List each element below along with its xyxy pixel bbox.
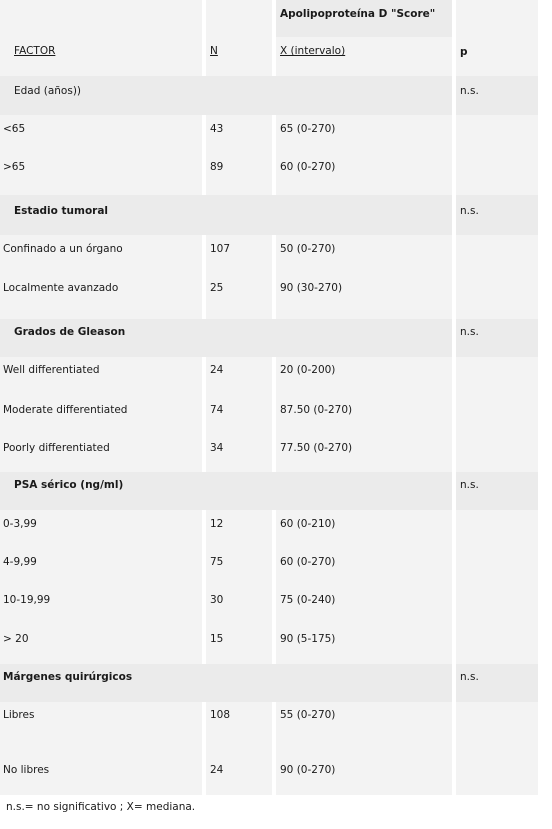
group-p-value: n.s. bbox=[460, 85, 479, 97]
row-n: 15 bbox=[210, 633, 224, 645]
group-header-row bbox=[0, 76, 538, 115]
group-p-value: n.s. bbox=[460, 326, 479, 338]
row-factor: Confinado a un órgano bbox=[3, 243, 123, 255]
row-score: 55 (0-270) bbox=[280, 709, 336, 721]
group-p-value: n.s. bbox=[460, 205, 479, 217]
row-score: 75 (0-240) bbox=[280, 594, 336, 606]
row-n: 108 bbox=[210, 709, 231, 721]
row-score: 90 (0-270) bbox=[280, 764, 336, 776]
row-score: 90 (5-175) bbox=[280, 633, 336, 645]
group-title: Edad (años)) bbox=[14, 85, 82, 97]
row-n: 24 bbox=[210, 764, 224, 776]
table-row bbox=[0, 357, 538, 396]
table-row bbox=[0, 757, 538, 795]
group-p-value: n.s. bbox=[460, 479, 479, 491]
row-n: 89 bbox=[210, 161, 224, 173]
row-factor: >65 bbox=[3, 161, 26, 173]
row-n: 107 bbox=[210, 243, 231, 255]
header-n: N bbox=[210, 45, 218, 57]
group-title: PSA sérico (ng/ml) bbox=[14, 479, 124, 491]
row-n: 75 bbox=[210, 556, 224, 568]
row-n: 74 bbox=[210, 404, 224, 416]
row-n: 43 bbox=[210, 123, 224, 135]
row-score: 65 (0-270) bbox=[280, 123, 336, 135]
table-row bbox=[0, 235, 538, 274]
row-n: 30 bbox=[210, 594, 224, 606]
row-score: 77.50 (0-270) bbox=[280, 442, 353, 454]
row-factor: Moderate differentiated bbox=[3, 404, 128, 416]
group-header-row bbox=[0, 472, 538, 510]
row-n: 25 bbox=[210, 282, 224, 294]
header-factor: FACTOR bbox=[14, 45, 56, 57]
row-factor: <65 bbox=[3, 123, 26, 135]
row-score: 50 (0-270) bbox=[280, 243, 336, 255]
row-factor: Libres bbox=[3, 709, 35, 721]
header-score-sub: X (intervalo) bbox=[280, 45, 346, 57]
row-n: 24 bbox=[210, 364, 224, 376]
group-header-row bbox=[0, 195, 538, 235]
row-factor: 0-3,99 bbox=[3, 518, 37, 530]
table-row bbox=[0, 625, 538, 664]
row-score: 87.50 (0-270) bbox=[280, 404, 353, 416]
header-score-title: Apolipoproteína D "Score" bbox=[280, 8, 436, 20]
table-row bbox=[0, 153, 538, 195]
table-row bbox=[0, 274, 538, 319]
row-factor: Well differentiated bbox=[3, 364, 100, 376]
row-score: 60 (0-210) bbox=[280, 518, 336, 530]
row-factor: 4-9,99 bbox=[3, 556, 37, 568]
row-n: 34 bbox=[210, 442, 224, 454]
table-row bbox=[0, 548, 538, 586]
group-header-row bbox=[0, 319, 538, 357]
group-title: Estadio tumoral bbox=[14, 205, 109, 217]
row-score: 60 (0-270) bbox=[280, 161, 336, 173]
row-factor: No libres bbox=[3, 764, 50, 776]
header-row-bottom bbox=[0, 37, 538, 76]
table-row bbox=[0, 702, 538, 757]
group-p-value: n.s. bbox=[460, 671, 479, 683]
table-row bbox=[0, 510, 538, 548]
header-p: p bbox=[460, 46, 468, 58]
table-row bbox=[0, 586, 538, 625]
group-header-row bbox=[0, 664, 538, 702]
header-row-top bbox=[0, 0, 538, 37]
table-row bbox=[0, 115, 538, 153]
table-row bbox=[0, 396, 538, 434]
row-n: 12 bbox=[210, 518, 224, 530]
row-factor: Localmente avanzado bbox=[3, 282, 119, 294]
row-score: 60 (0-270) bbox=[280, 556, 336, 568]
row-factor: Poorly differentiated bbox=[3, 442, 110, 454]
group-title: Grados de Gleason bbox=[14, 326, 126, 338]
group-title: Márgenes quirúrgicos bbox=[3, 671, 133, 683]
row-score: 20 (0-200) bbox=[280, 364, 336, 376]
row-score: 90 (30-270) bbox=[280, 282, 343, 294]
row-factor: > 20 bbox=[3, 633, 29, 645]
table-row bbox=[0, 434, 538, 472]
row-factor: 10-19,99 bbox=[3, 594, 51, 606]
footnote: n.s.= no significativo ; X= mediana. bbox=[6, 801, 196, 813]
